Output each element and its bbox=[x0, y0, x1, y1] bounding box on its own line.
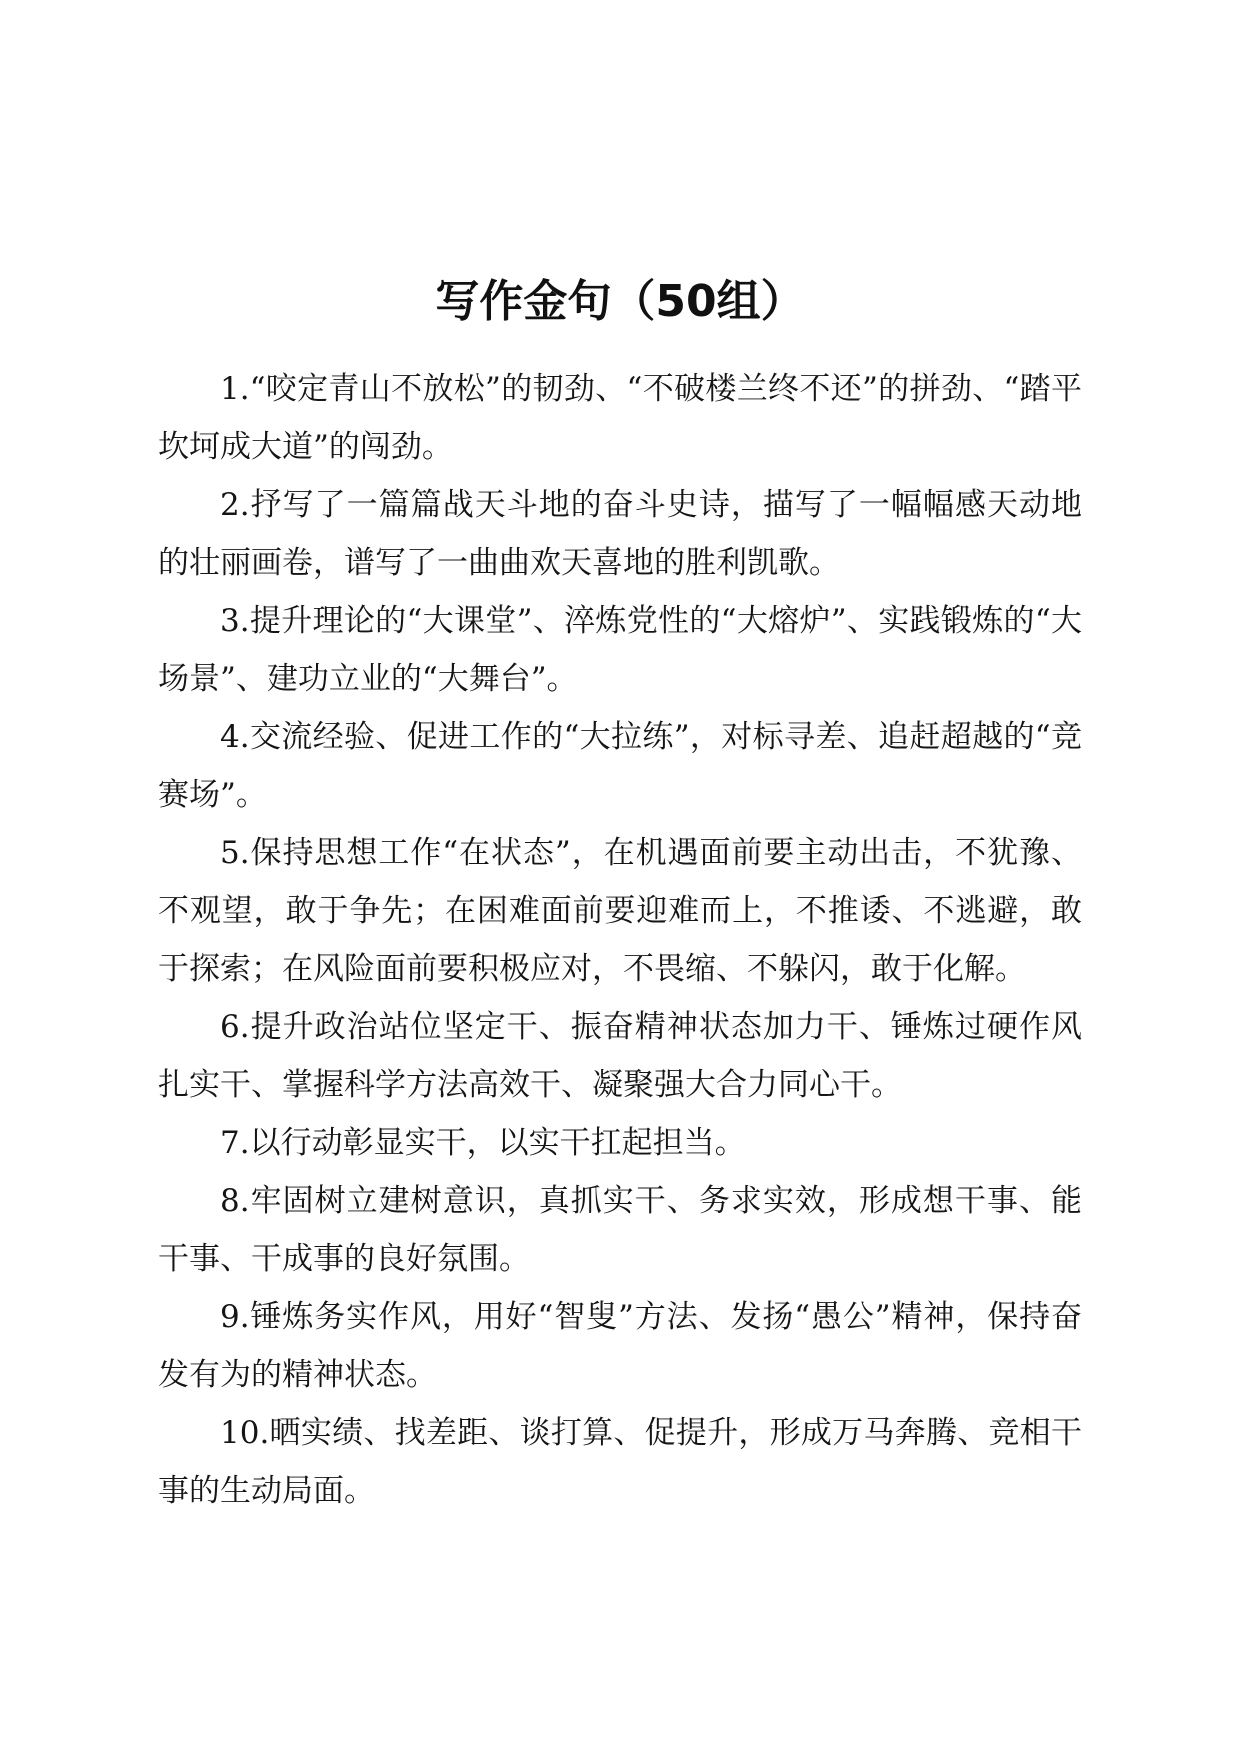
paragraph-7: 7.以行动彰显实干，以实干扛起担当。 bbox=[220, 1125, 746, 1161]
paragraph-2: 2.抒写了一篇篇战天斗地的奋斗史诗，描写了一幅幅感天动地的壮丽画卷，谱写了一曲曲欢天喜地的胜利凯歌。 bbox=[158, 487, 1082, 581]
paragraph-9: 9.锤炼务实作风，用好“智叟”方法、发扬“愚公”精神，保持奋发有为的精神状态。 bbox=[158, 1299, 1082, 1393]
paragraph-3: 3.提升理论的“大课堂”、淬炼党性的“大熔炉”、实践锻炼的“大场景”、建功立业的“大舞台”。 bbox=[158, 603, 1082, 697]
document-title: 写作金句（50组） bbox=[435, 276, 805, 327]
paragraph-5: 5.保持思想工作“在状态”，在机遇面前要主动出击，不犹豫、不观望，敢于争先；在困难面前要迎难而上，不推诿、不逃避，敢于探索；在风险面前要积极应对，不畏缩、不躲闪，敢于化解。 bbox=[158, 835, 1082, 987]
paragraph-8: 8.牢固树立建树意识，真抓实干、务求实效，形成想干事、能干事、干成事的良好氛围。 bbox=[158, 1183, 1082, 1277]
paragraph-10: 10.晒实绩、找差距、谈打算、促提升，形成万马奔腾、竞相干事的生动局面。 bbox=[158, 1415, 1082, 1509]
paragraph-1: 1.“咬定青山不放松”的韧劲、“不破楼兰终不还”的拼劲、“踏平坎坷成大道”的闯劲。 bbox=[158, 371, 1082, 465]
document-body bbox=[158, 360, 1082, 1520]
paragraph-4: 4.交流经验、促进工作的“大拉练”，对标寻差、追赶超越的“竞赛场”。 bbox=[158, 719, 1082, 813]
paragraph-6: 6.提升政治站位坚定干、振奋精神状态加力干、锤炼过硬作风扎实干、掌握科学方法高效干、凝聚强大合力同心干。 bbox=[158, 1009, 1082, 1103]
